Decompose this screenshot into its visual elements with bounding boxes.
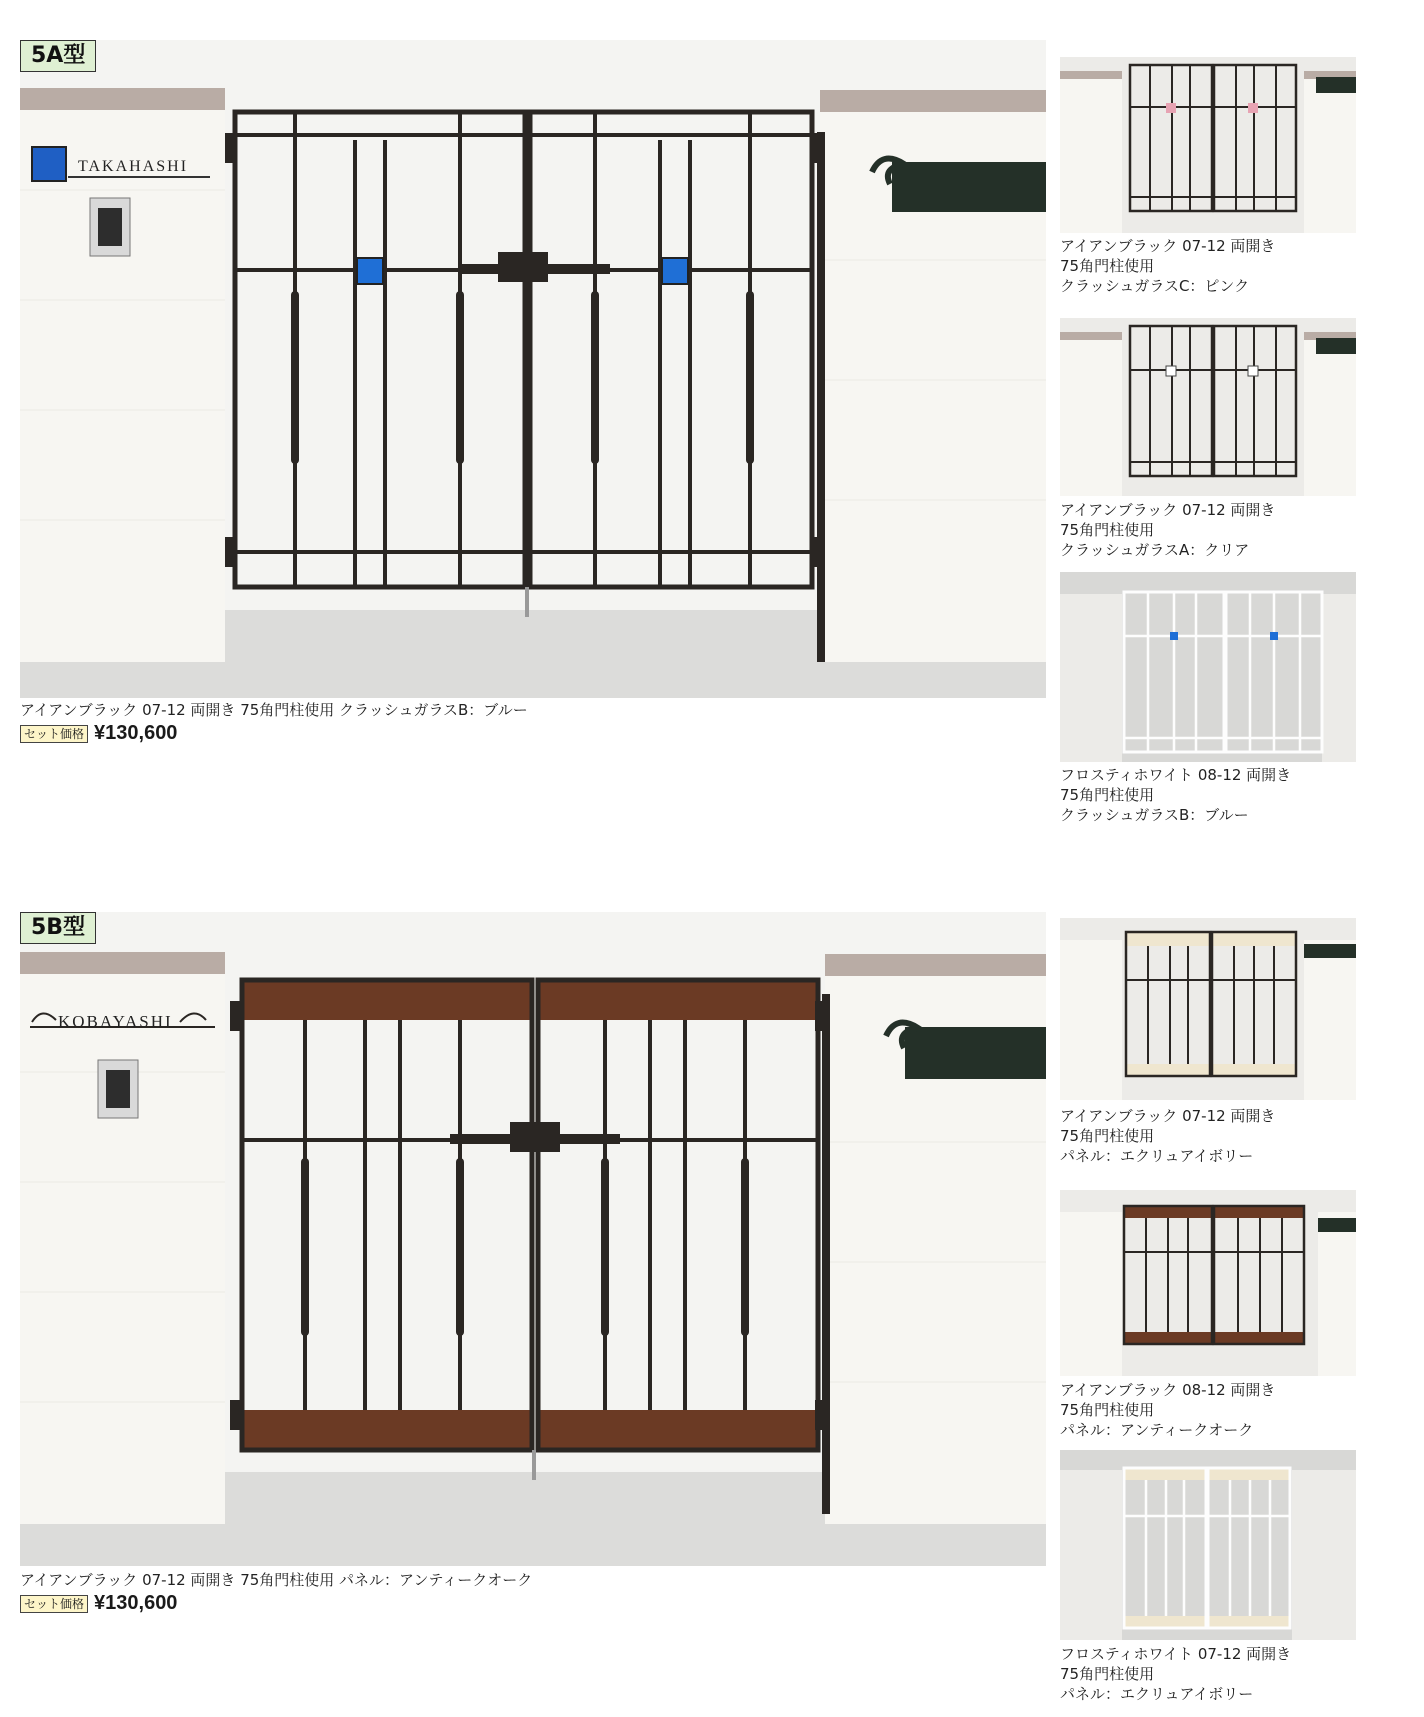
set-price-badge: セット価格 bbox=[20, 1595, 88, 1613]
main-caption-5a: アイアンブラック 07-12 両開き 75角門柱使用 クラッシュガラスB：ブルー bbox=[20, 701, 528, 719]
variant-thumb-5a-1 bbox=[1060, 57, 1356, 233]
gate-5b-illustration bbox=[20, 912, 1046, 1566]
model-tag-5a: 5A型 bbox=[20, 40, 96, 72]
variant-caption-5b-3: フロスティホワイト 07-12 両開き 75角門柱使用 パネル：エクリュアイボリー bbox=[1060, 1645, 1292, 1703]
variant-thumb-5b-2 bbox=[1060, 1190, 1356, 1376]
variant-caption-5b-1: アイアンブラック 07-12 両開き 75角門柱使用 パネル：エクリュアイボリー bbox=[1060, 1107, 1276, 1165]
nameplate-text-5b: KOBAYASHI bbox=[58, 1012, 173, 1031]
variant-thumb-5b-1 bbox=[1060, 918, 1356, 1100]
set-price: ¥130,600 bbox=[94, 722, 178, 744]
gate-5a-illustration bbox=[20, 40, 1046, 698]
variant-thumb-5b-3 bbox=[1060, 1450, 1356, 1640]
variant-caption-5b-2: アイアンブラック 08-12 両開き 75角門柱使用 パネル：アンティークオーク bbox=[1060, 1381, 1276, 1439]
set-price-badge: セット価格 bbox=[20, 725, 88, 743]
variant-caption-5a-1: アイアンブラック 07-12 両開き 75角門柱使用 クラッシュガラスC：ピンク bbox=[1060, 237, 1276, 295]
nameplate-text-5a: TAKAHASHI bbox=[78, 158, 189, 175]
gate-5b-main-image bbox=[20, 912, 1046, 1566]
variant-caption-5a-2: アイアンブラック 07-12 両開き 75角門柱使用 クラッシュガラスA：クリア bbox=[1060, 501, 1276, 559]
gate-5a-main-image bbox=[20, 40, 1046, 698]
price-row-5a bbox=[20, 722, 177, 745]
model-tag-5b: 5B型 bbox=[20, 912, 96, 944]
variant-thumb-5a-2 bbox=[1060, 318, 1356, 496]
variant-thumb-5a-3 bbox=[1060, 572, 1356, 762]
variant-caption-5a-3: フロスティホワイト 08-12 両開き 75角門柱使用 クラッシュガラスB：ブルー bbox=[1060, 766, 1292, 824]
price-row-5b bbox=[20, 1592, 177, 1615]
main-caption-5b: アイアンブラック 07-12 両開き 75角門柱使用 パネル：アンティークオーク bbox=[20, 1571, 533, 1589]
set-price: ¥130,600 bbox=[94, 1592, 178, 1614]
